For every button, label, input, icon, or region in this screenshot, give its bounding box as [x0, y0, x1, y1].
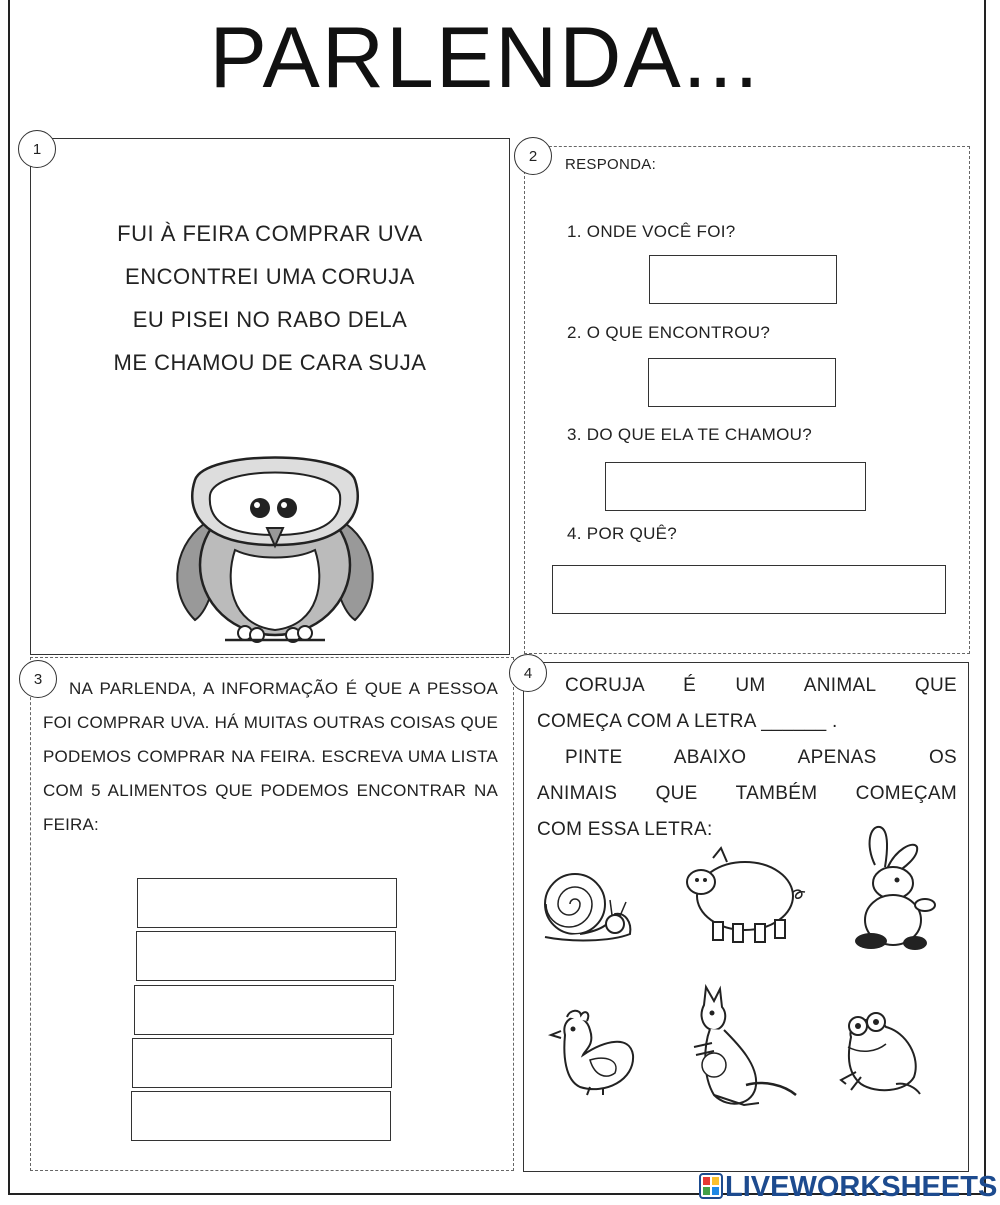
list-answer-box-2[interactable] [136, 931, 396, 981]
owl-illustration [165, 440, 385, 650]
question-4: 4. POR QUÊ? [567, 524, 678, 543]
section-2-number: 2 [514, 137, 552, 175]
section-3-instructions [43, 672, 498, 842]
list-answer-box-3[interactable] [134, 985, 394, 1035]
section-4-line: ANIMAIS QUE TAMBÉM COMEÇAM [537, 783, 957, 804]
answer-box-3[interactable] [605, 462, 866, 511]
question-1: 1. ONDE VOCÊ FOI? [567, 222, 736, 241]
poem [30, 212, 510, 384]
section-2-heading: RESPONDA: [565, 156, 657, 173]
answer-box-1[interactable] [649, 255, 837, 304]
rabbit-icon[interactable] [845, 825, 940, 953]
brand-name: LIVEWORKSHEETS [725, 1171, 998, 1203]
section-4-line: PINTE ABAIXO APENAS OS [565, 747, 957, 768]
frog-icon[interactable] [836, 1012, 924, 1097]
poem-line: ME CHAMOU DE CARA SUJA [113, 350, 427, 375]
section-4-line: CORUJA É UM ANIMAL QUE [565, 675, 957, 696]
page-title: PARLENDA... [209, 10, 761, 106]
section-4-line: COM ESSA LETRA: [537, 819, 713, 840]
question-3: 3. DO QUE ELA TE CHAMOU? [567, 425, 812, 444]
section-3-number: 3 [19, 660, 57, 698]
section-4-instructions [537, 668, 957, 848]
section-4-number: 4 [509, 654, 547, 692]
question-2: 2. O QUE ENCONTROU? [567, 323, 771, 342]
poem-line: EU PISEI NO RABO DELA [132, 307, 408, 332]
section-3-text: NA PARLENDA, A INFORMAÇÃO É QUE A PESSOA FOI COMPRAR UVA. HÁ MUITAS OUTRAS COISAS QUE PODEMOS COMPRAR NA FEIRA. ESCREVA UMA LISTA COM 5 ALIMENTOS QUE PODEMOS ENCONTRAR NA FEIRA: [43, 679, 498, 834]
chicken-icon[interactable] [545, 1005, 640, 1095]
list-answer-box-4[interactable] [132, 1038, 392, 1088]
list-answer-box-5[interactable] [131, 1091, 391, 1141]
list-answer-box-1[interactable] [137, 878, 397, 928]
section-1-number: 1 [18, 130, 56, 168]
liveworksheets-logo[interactable] [700, 1171, 997, 1204]
poem-line: FUI À FEIRA COMPRAR UVA [117, 221, 423, 246]
answer-box-2[interactable] [648, 358, 836, 407]
section-4-line: COMEÇA COM A LETRA ______ . [537, 711, 838, 732]
answer-box-4[interactable] [552, 565, 946, 614]
live-badge-icon [700, 1174, 722, 1198]
poem-line: ENCONTREI UMA CORUJA [125, 264, 415, 289]
pig-icon[interactable] [683, 848, 811, 946]
kangaroo-icon[interactable] [684, 985, 799, 1115]
snail-icon[interactable] [540, 862, 640, 947]
